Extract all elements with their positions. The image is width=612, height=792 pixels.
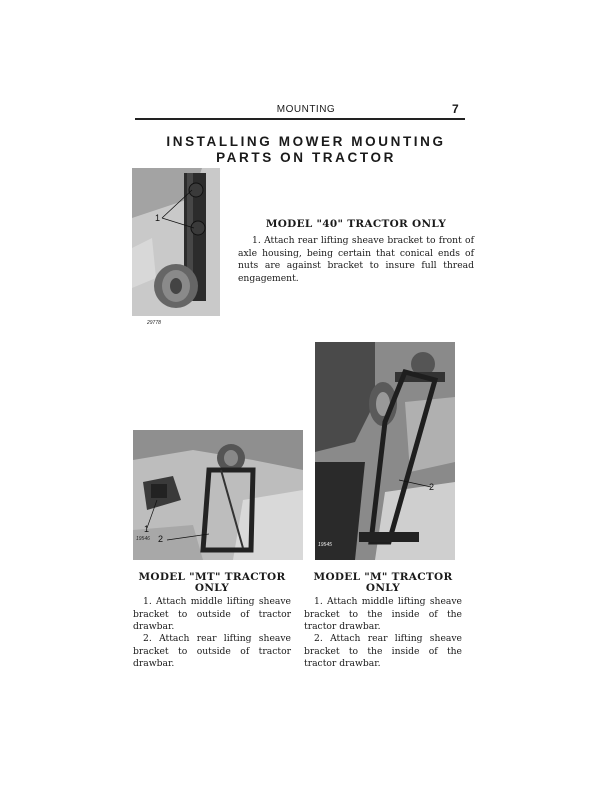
page-title-line-1: INSTALLING MOWER MOUNTING bbox=[166, 134, 446, 149]
fig2-callout-1: 1 bbox=[144, 524, 150, 534]
page-title-line-2: PARTS ON TRACTOR bbox=[216, 150, 396, 165]
fig1-callout-1: 1 bbox=[155, 213, 161, 223]
header-rule bbox=[135, 118, 465, 120]
model-40-step-1: 1. Attach rear lifting sheave bracket to front of axle housing, being certain that conical ends of nuts are against bracket to insure full thread engagement. bbox=[238, 235, 474, 284]
model-mt-step-1: 1. Attach middle lifting sheave bracket to outside of tractor drawbar. bbox=[133, 596, 291, 633]
model-m-step-1: 1. Attach middle lifting sheave bracket to the inside of the tractor drawbar. bbox=[304, 596, 462, 633]
fig1-number: 29778 bbox=[147, 320, 161, 326]
page-number: 7 bbox=[452, 102, 459, 116]
model-m-step-2: 2. Attach rear lifting sheave bracket to the inside of the tractor drawbar. bbox=[304, 633, 462, 670]
fig2-callout-2: 2 bbox=[158, 534, 164, 544]
model-m-drawbar-photo bbox=[315, 342, 455, 560]
running-header-section: MOUNTING bbox=[276, 104, 336, 115]
model-40-bracket-photo bbox=[132, 168, 220, 316]
fig3-callout-2: 2 bbox=[429, 482, 435, 492]
model-m-heading-line-2: ONLY bbox=[365, 582, 401, 594]
fig3-number: 19545 bbox=[318, 542, 332, 548]
model-mt-heading-line-2: ONLY bbox=[194, 582, 230, 594]
model-mt-step-2: 2. Attach rear lifting sheave bracket to outside of tractor drawbar. bbox=[133, 633, 291, 670]
model-40-heading: MODEL "40" TRACTOR ONLY bbox=[265, 218, 447, 230]
model-mt-heading-line-1: MODEL "MT" TRACTOR bbox=[138, 571, 286, 583]
fig2-number: 19546 bbox=[136, 536, 150, 542]
model-m-heading-line-1: MODEL "M" TRACTOR bbox=[313, 571, 453, 583]
